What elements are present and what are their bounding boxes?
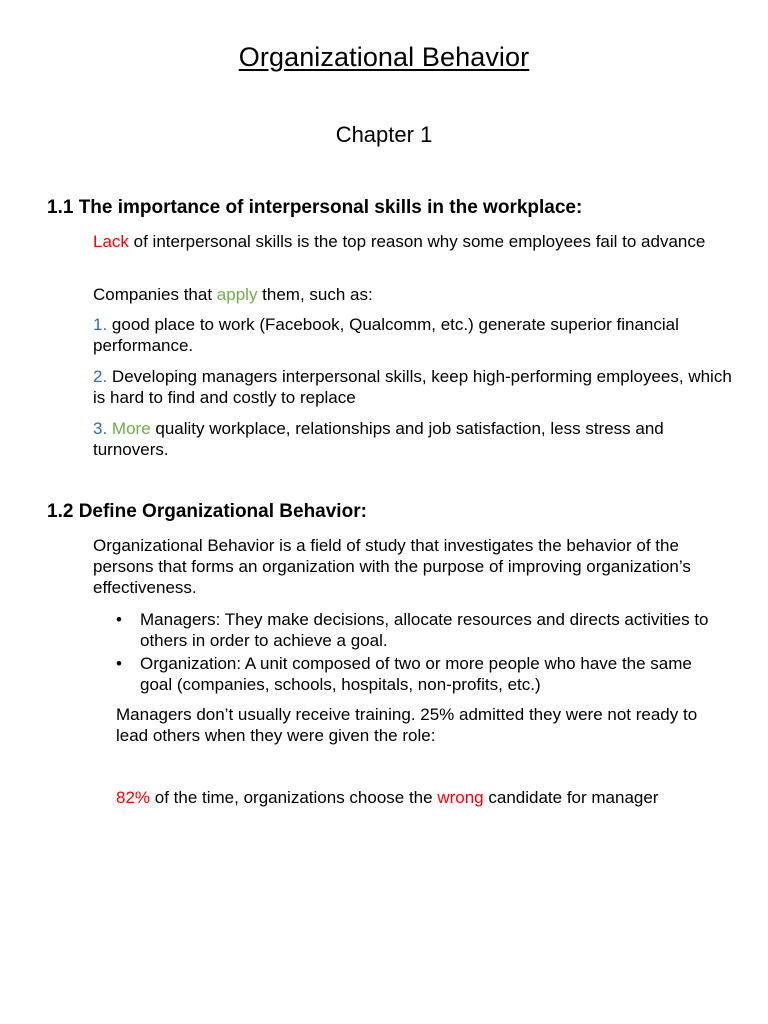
- highlight-lack: Lack: [93, 232, 129, 251]
- highlight-wrong: wrong: [437, 788, 484, 807]
- companies-text-before: Companies that: [93, 285, 217, 304]
- list-item: [116, 653, 716, 695]
- item-text: good place to work (Facebook, Qualcomm, etc.) generate superior financial performance.: [93, 315, 679, 355]
- bullet-text-organization: Organization: A unit composed of two or more people who have the same goal (companies, schools, hospitals, non-profits, etc.): [140, 654, 692, 694]
- item-number: 3.: [93, 419, 108, 438]
- definition-paragraph: Organizational Behavior is a field of study that investigates the behavior of the persons that forms an organization with the purpose of improving organization’s effectiveness.: [93, 536, 691, 597]
- bullet-text-managers: Managers: They make decisions, allocate resources and directs activities to others in order to achieve a goal.: [140, 610, 709, 650]
- section-1-1-paragraph-companies: [93, 284, 733, 305]
- item-text: quality workplace, relationships and job satisfaction, less stress and turnovers.: [93, 419, 664, 459]
- numbered-item-1: [93, 314, 733, 356]
- companies-text-after: them, such as:: [257, 285, 373, 304]
- section-1-1-heading: 1.1 The importance of interpersonal skills in the workplace:: [47, 197, 583, 218]
- bullet-icon: •: [116, 654, 122, 673]
- item-number: 2.: [93, 367, 108, 386]
- chapter-heading: Chapter 1: [335, 122, 433, 147]
- statistic-line: [116, 787, 726, 808]
- section-1-2-heading: 1.2 Define Organizational Behavior:: [47, 501, 367, 522]
- training-note: Managers don’t usually receive training. 25% admitted they were not ready to lead others when they were given the role:: [116, 705, 698, 745]
- item-number: 1.: [93, 315, 108, 334]
- section-1-1-paragraph-lack: [93, 231, 733, 252]
- lack-text: of interpersonal skills is the top reason why some employees fail to advance: [128, 232, 706, 251]
- numbered-item-3: [93, 418, 733, 460]
- highlight-more: More: [111, 419, 151, 438]
- document-title: Organizational Behavior: [238, 42, 530, 72]
- highlight-percent: 82%: [116, 788, 151, 807]
- bullet-icon: •: [116, 610, 122, 629]
- item-text: Developing managers interpersonal skills, keep high-performing employees, which is hard to find and costly to replace: [93, 367, 732, 407]
- list-item: [116, 609, 716, 651]
- numbered-item-2: [93, 366, 733, 408]
- bullet-list: [116, 609, 716, 697]
- stat-middle: of the time, organizations choose the: [150, 788, 438, 807]
- stat-end: candidate for manager: [483, 788, 659, 807]
- highlight-apply: apply: [216, 285, 258, 304]
